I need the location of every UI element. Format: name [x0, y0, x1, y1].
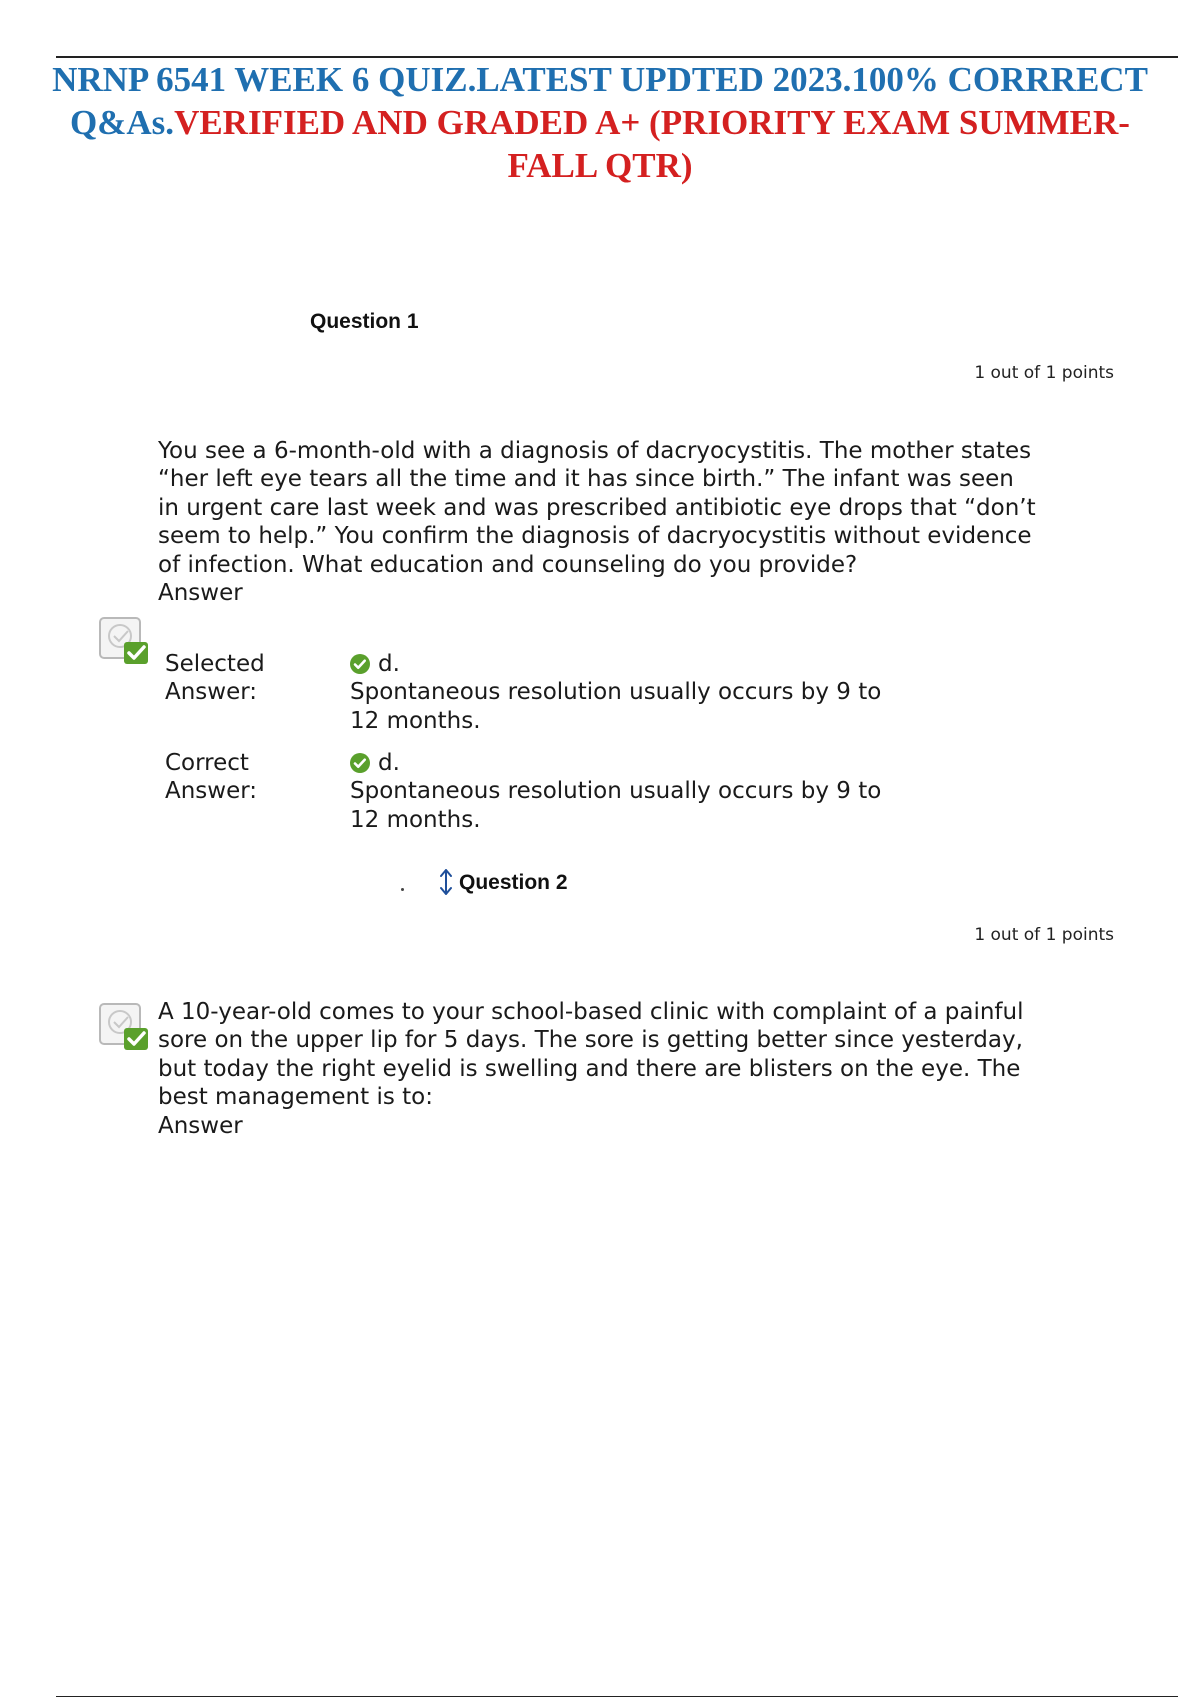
question-2-prompt: A 10-year-old comes to your school-based clinic with complaint of a painful sore on the upper lip for 5 days. The sore is getting better since yesterday, but today the right eyelid is swelling and there are blisters on the eye. The best management is to: [158, 999, 1024, 1111]
question-2-text [158, 998, 1038, 1140]
selected-answer-letter: d. [378, 651, 400, 677]
question-2-answer-label: Answer [158, 1112, 243, 1139]
question-2-points: 1 out of 1 points [974, 925, 1114, 945]
question-1-points: 1 out of 1 points [974, 363, 1114, 383]
title-blue-part: NRNP 6541 WEEK 6 QUIZ.LATEST UPDTED 2023.100% CORRRECT Q&As. [52, 60, 1148, 142]
correct-check-icon [350, 753, 370, 773]
correct-answer-value [350, 749, 910, 834]
title-red-part: VERIFIED AND GRADED A+ (PRIORITY EXAM SUMMER-FALL QTR) [174, 103, 1130, 185]
correct-answer-label [165, 749, 325, 806]
selected-label-line-2: Answer: [165, 679, 258, 706]
selected-label-line-1: Selected [165, 651, 265, 677]
question-2-heading: Question 2 [459, 871, 568, 894]
graded-correct-icon [98, 614, 150, 666]
correct-answer-text: Spontaneous resolution usually occurs by 9 to 12 months. [350, 778, 882, 833]
reorder-arrow-icon[interactable] [439, 868, 453, 896]
question-1-prompt: You see a 6-month-old with a diagnosis of dacryocystitis. The mother states “her left eye tears all the time and it has since birth.” The infant was seen in urgent care last week and was prescribed antibiotic eye drops that “don’t seem to help.” You confirm the diagnosis of dacryocystitis without evidence of infection. What education and counseling do you provide? [158, 438, 1036, 578]
selected-answer-value [350, 650, 910, 735]
graded-correct-icon [98, 1000, 150, 1052]
bottom-rule [56, 1696, 1178, 1697]
question-1-heading: Question 1 [310, 310, 419, 333]
correct-answer-letter: d. [378, 750, 400, 776]
selected-answer-text: Spontaneous resolution usually occurs by 9 to 12 months. [350, 679, 882, 734]
correct-label-line-2: Answer: [165, 778, 258, 805]
question-1-text [158, 437, 1038, 607]
document-title [40, 58, 1160, 187]
bullet-dot [401, 888, 404, 891]
question-1-answer-label: Answer [158, 580, 243, 607]
correct-label-line-1: Correct [165, 750, 249, 776]
correct-check-icon [350, 654, 370, 674]
selected-answer-label [165, 650, 325, 707]
